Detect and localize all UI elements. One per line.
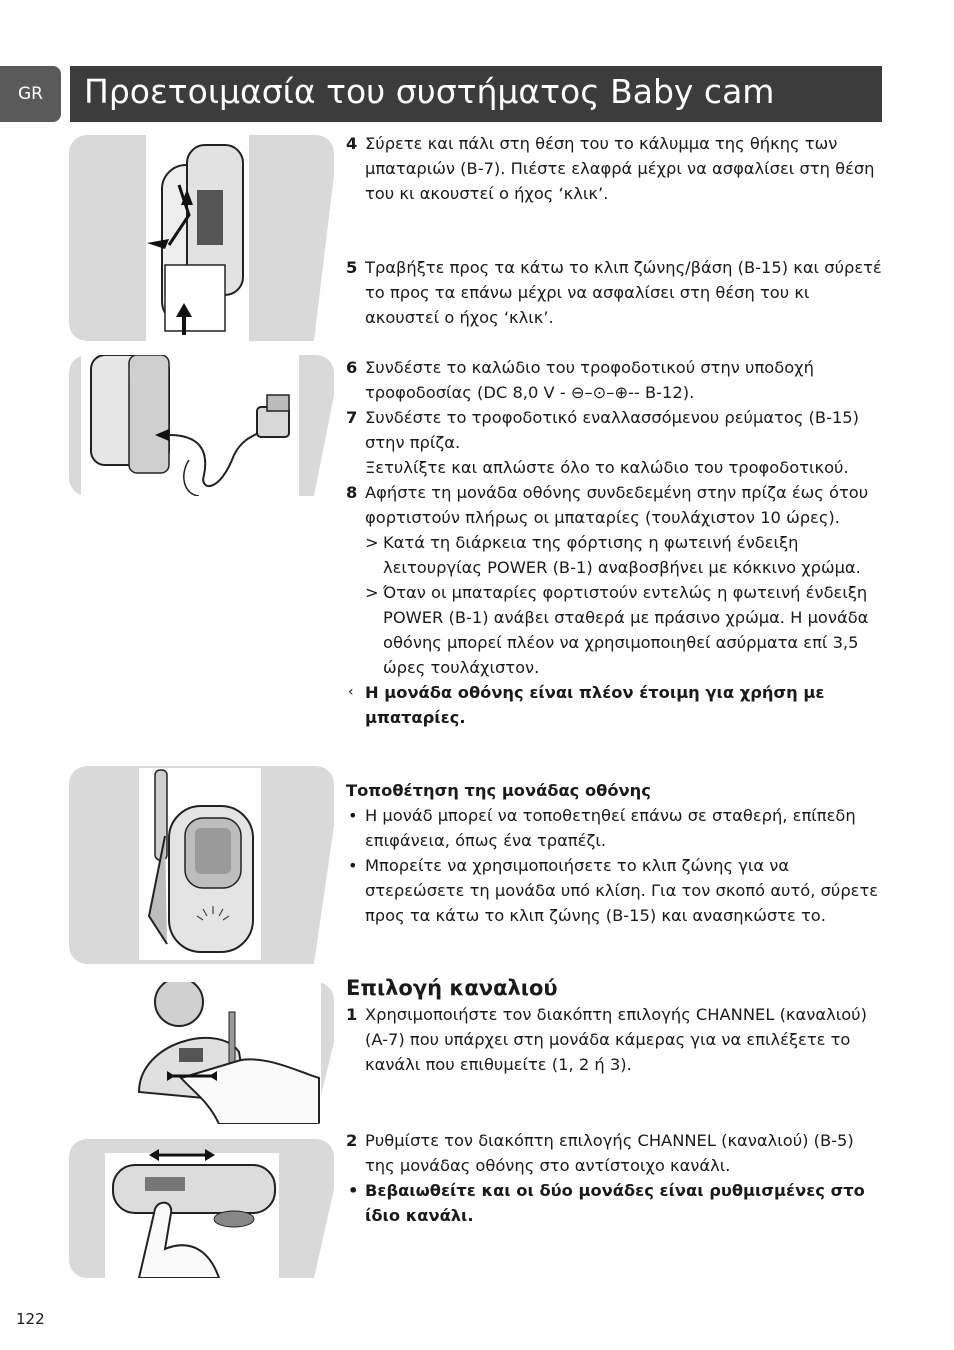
sub-text: Κατά τη διάρκεια της φόρτισης η φωτεινή ένδειξη λειτουργίας POWER (B-1) αναβοσβήνει με κόκκινο χρώμα. bbox=[383, 533, 861, 577]
step-8-result bbox=[346, 680, 886, 730]
step-4-block bbox=[346, 131, 886, 206]
step-5 bbox=[346, 255, 886, 330]
channel-step-1 bbox=[346, 1002, 886, 1077]
illustration-power-adapter bbox=[69, 355, 334, 496]
step-4 bbox=[346, 131, 886, 206]
bullet-marker: • bbox=[348, 806, 358, 825]
note-text: Βεβαιωθείτε και οι δύο μονάδες είναι ρυθμισμένες στο ίδιο κανάλι. bbox=[365, 1181, 865, 1225]
step-number: 5 bbox=[346, 258, 358, 277]
placement-bullet-2 bbox=[346, 853, 886, 928]
illustration-monitor-stand bbox=[69, 766, 334, 964]
step-text: Ρυθμίστε τον διακόπτη επιλογής CHANNEL (καναλιού) (B-5) της μονάδας οθόνης στο αντίστοιχο κανάλι. bbox=[365, 1131, 854, 1175]
language-tab bbox=[0, 66, 61, 122]
bullet-text: Μπορείτε να χρησιμοποιήσετε το κλιπ ζώνης για να στερεώσετε τη μονάδα υπό κλίση. Για τον σκοπό αυτό, σύρετε προς τα κάτω το κλιπ ζώνης (B-15) και ανασηκώστε το. bbox=[365, 856, 879, 925]
placement-subheading: Τοποθέτηση της μονάδας οθόνης bbox=[346, 781, 651, 800]
language-tab-label: GR bbox=[18, 84, 43, 104]
title-bar bbox=[70, 66, 882, 122]
sub-text: Όταν οι μπαταρίες φορτιστούν εντελώς η φωτεινή ένδειξη POWER (B-1) ανάβει σταθερά με πράσινο χρώμα. Η μονάδα οθόνης μπορεί πλέον να χρησιμοποιηθεί ασύρματα επί 3,5 ώρες τουλάχιστον. bbox=[383, 583, 869, 677]
step-7-extra bbox=[346, 455, 886, 480]
step-number: 1 bbox=[346, 1005, 358, 1024]
sub-marker: > bbox=[365, 583, 379, 602]
channel-heading: Επιλογή καναλιού bbox=[346, 976, 558, 1000]
step-8 bbox=[346, 480, 886, 530]
step-text: Συνδέστε το τροφοδοτικό εναλλασσόμενου ρεύματος (B-15) στην πρίζα. bbox=[365, 408, 860, 452]
step-5-block bbox=[346, 255, 886, 330]
result-text: Η μονάδα οθόνης είναι πλέον έτοιμη για χρήση με μπαταρίες. bbox=[365, 683, 825, 727]
step-number: 7 bbox=[346, 408, 358, 427]
monitor-unit-side-view-icon bbox=[69, 135, 334, 341]
camera-base-with-finger-icon bbox=[69, 982, 334, 1124]
step-text: Σύρετε και πάλι στη θέση του το κάλυμμα της θήκης των μπαταριών (B-7). Πιέστε ελαφρά μέχρι να ασφαλίσει στη θέση του κι ακουστεί ο ήχος ‘κλικ’. bbox=[365, 134, 875, 203]
step-text: Αφήστε τη μονάδα οθόνης συνδεδεμένη στην πρίζα έως ότου φορτιστούν πλήρως οι μπαταρίες (τουλάχιστον 10 ώρες). bbox=[365, 483, 869, 527]
channel-step-2 bbox=[346, 1128, 886, 1178]
step-text: Τραβήξτε προς τα κάτω το κλιπ ζώνης/βάση (B-15) και σύρετέ το προς τα επάνω μέχρι να ασφαλίσει στη θέση του κι ακουστεί ο ήχος ‘κλικ’. bbox=[365, 258, 882, 327]
illustration-monitor-channel bbox=[69, 1139, 334, 1278]
step-number: 4 bbox=[346, 134, 358, 153]
bullet-marker: • bbox=[348, 856, 358, 875]
channel-section bbox=[346, 974, 886, 1077]
placement-bullet-1 bbox=[346, 803, 886, 853]
bullet-text: Η μονάδ μπορεί να τοποθετηθεί επάνω σε σταθερή, επίπεδη επιφάνεια, όπως ένα τραπέζι. bbox=[365, 806, 856, 850]
page-title: Προετοιμασία του συστήματος Baby cam bbox=[84, 72, 775, 111]
adapter-plug-icon bbox=[69, 355, 334, 496]
monitor-unit-bottom-icon bbox=[69, 1139, 334, 1278]
channel-note bbox=[346, 1178, 886, 1228]
step-6 bbox=[346, 355, 886, 405]
step-extra-text: Ξετυλίξτε και απλώστε όλο το καλώδιο του τροφοδοτικού. bbox=[365, 458, 849, 477]
bullet-marker: • bbox=[348, 1181, 359, 1200]
page-number: 122 bbox=[16, 1310, 45, 1328]
result-marker: ‹ bbox=[348, 684, 354, 700]
channel-step-2-block bbox=[346, 1128, 886, 1228]
illustration-battery-cover bbox=[69, 135, 334, 341]
step-8-sub-2 bbox=[346, 580, 886, 680]
step-number: 2 bbox=[346, 1131, 358, 1150]
step-number: 6 bbox=[346, 358, 358, 377]
placement-section bbox=[346, 778, 886, 928]
step-8-sub-1 bbox=[346, 530, 886, 580]
sub-marker: > bbox=[365, 533, 379, 552]
steps-6-8-block bbox=[346, 355, 886, 730]
illustration-camera-channel bbox=[69, 982, 334, 1124]
step-text: Χρησιμοποιήστε τον διακόπτη επιλογής CHANNEL (καναλιού) (A-7) που υπάρχει στη μονάδα κάμερας για να επιλέξετε το κανάλι που επιθυμείτε (1, 2 ή 3). bbox=[365, 1005, 867, 1074]
step-number: 8 bbox=[346, 483, 358, 502]
step-7 bbox=[346, 405, 886, 455]
monitor-unit-front-icon bbox=[69, 766, 334, 964]
step-text: Συνδέστε το καλώδιο του τροφοδοτικού στην υποδοχή τροφοδοσίας (DC 8,0 V - ⊖–⊙–⊕-- B-12). bbox=[365, 358, 814, 402]
